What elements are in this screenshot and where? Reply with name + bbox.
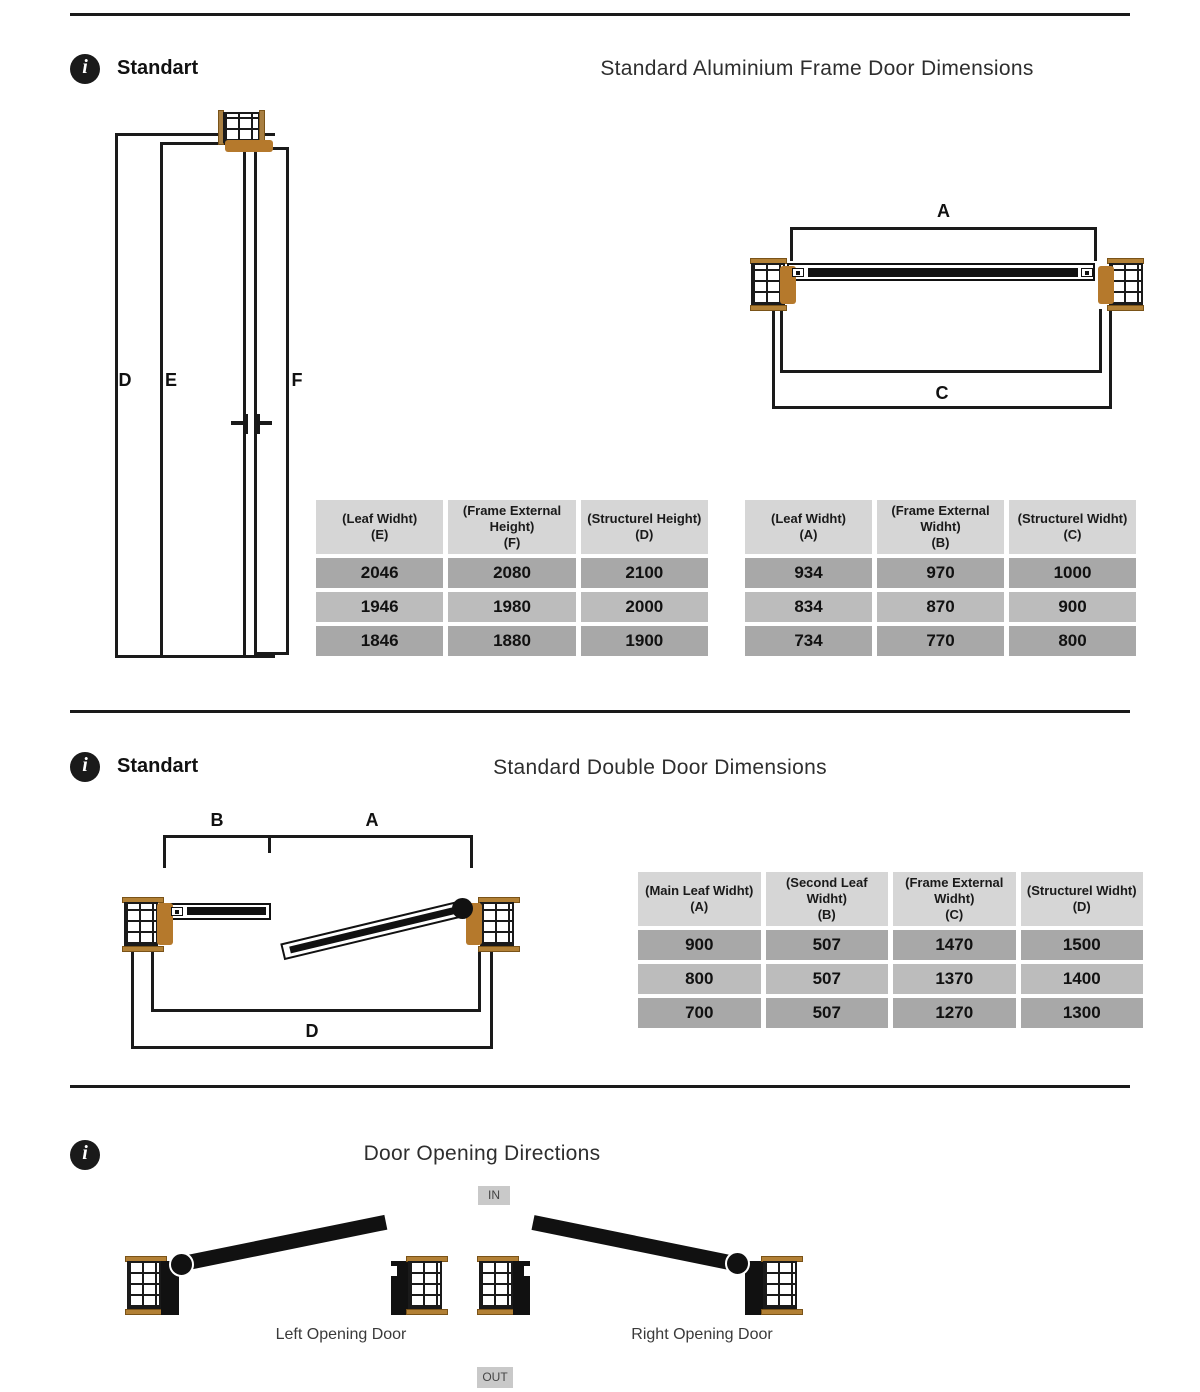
table-header: (Frame External Widht) (B)	[877, 500, 1004, 554]
wall-cap	[761, 1309, 803, 1315]
table-cell: 770	[877, 626, 1004, 656]
table-header: (Structurel Height) (D)	[581, 500, 708, 554]
dim-label-d: D	[118, 370, 132, 390]
door-leaf-open	[182, 1215, 388, 1271]
dim-label-f: F	[291, 370, 303, 390]
dim-tick	[163, 835, 166, 868]
table-header: (Structurel Widht) (D)	[1021, 872, 1144, 926]
table-cell: 1270	[893, 998, 1016, 1028]
table-cell: 507	[766, 998, 889, 1028]
hinge-dot-icon	[169, 1252, 194, 1277]
table-cell: 1000	[1009, 558, 1136, 588]
main-leaf-open	[280, 899, 469, 960]
dim-label-b: B	[210, 810, 224, 830]
table-cell: 2000	[581, 592, 708, 622]
dim-label-d: D	[305, 1021, 319, 1041]
brick-wall-icon	[480, 902, 514, 946]
door-jamb-profile	[1098, 266, 1114, 304]
table-row	[638, 998, 1143, 1028]
section3-title: Door Opening Directions	[363, 1142, 601, 1165]
divider-bottom	[70, 1085, 1130, 1088]
table-cell: 507	[766, 964, 889, 994]
info-icon-glyph: i	[82, 1142, 88, 1164]
table-cell: 900	[638, 930, 761, 960]
door-handle-icon	[243, 414, 248, 434]
dim-label-a: A	[937, 201, 950, 221]
table-cell: 700	[638, 998, 761, 1028]
dim-label-a: A	[365, 810, 379, 830]
wall-cap	[750, 305, 787, 311]
table-cell: 1946	[316, 592, 443, 622]
brick-wall-icon	[124, 902, 158, 946]
hinge-dot-icon	[452, 898, 473, 919]
door-handle-icon	[255, 414, 260, 434]
dim-label-c: C	[935, 383, 949, 403]
frame-silhouette	[513, 1261, 530, 1315]
table-header: (Structurel Widht) (C)	[1009, 500, 1136, 554]
brick-wall-icon	[479, 1261, 513, 1309]
dim-bracket-ab	[163, 835, 473, 838]
divider-middle	[70, 710, 1130, 713]
out-badge: OUT	[477, 1367, 513, 1388]
table-row	[745, 592, 1136, 622]
table-cell: 1900	[581, 626, 708, 656]
table-cell: 1370	[893, 964, 1016, 994]
section2-label: Standart	[117, 755, 199, 777]
right-door-caption: Right Opening Door	[631, 1326, 773, 1343]
hinge-lock-icon	[792, 268, 804, 277]
frame-outline-f	[254, 147, 289, 655]
table-cell: 900	[1009, 592, 1136, 622]
wall-cap	[1107, 305, 1144, 311]
dim-bracket-a	[790, 227, 1097, 261]
brick-wall-icon	[763, 1261, 797, 1309]
frame-head-profile	[225, 140, 273, 152]
section1-label: Standart	[117, 57, 199, 79]
table-cell: 1300	[1021, 998, 1144, 1028]
table-cell: 1500	[1021, 930, 1144, 960]
brick-wall-icon	[127, 1261, 161, 1309]
dim-tick	[268, 835, 271, 853]
section1-title: Standard Aluminium Frame Door Dimensions	[600, 57, 1034, 80]
table-cell: 800	[638, 964, 761, 994]
dim-tick	[470, 835, 473, 868]
table-row	[745, 558, 1136, 588]
table-row	[638, 964, 1143, 994]
table-row	[316, 592, 708, 622]
wall-cap	[478, 946, 520, 952]
table-cell: 1846	[316, 626, 443, 656]
table-cell: 1400	[1021, 964, 1144, 994]
info-icon-glyph: i	[82, 56, 88, 78]
brick-wall-icon	[223, 112, 260, 143]
table-header: (Leaf Widht) (A)	[745, 500, 872, 554]
table-row	[316, 626, 708, 656]
main-leaf-core	[289, 905, 464, 953]
info-icon	[70, 752, 100, 782]
table-cell: 1880	[448, 626, 575, 656]
table-header: (Frame External Height) (F)	[448, 500, 575, 554]
table-header: (Second Leaf Widht) (B)	[766, 872, 889, 926]
table-header: (Leaf Widht) (E)	[316, 500, 443, 554]
dim-bracket-c	[151, 952, 481, 1012]
table-cell: 507	[766, 930, 889, 960]
hinge-dot-icon	[725, 1251, 750, 1276]
table-header: (Frame External Widht) (C)	[893, 872, 1016, 926]
table-cell: 834	[745, 592, 872, 622]
brick-wall-icon	[408, 1261, 442, 1309]
table-row	[316, 558, 708, 588]
wall-cap	[406, 1309, 448, 1315]
frame-outline-e	[160, 142, 245, 658]
door-leaf-core	[808, 268, 1078, 277]
table-cell: 970	[877, 558, 1004, 588]
second-leaf-core	[187, 907, 266, 915]
hinge-lock-icon	[171, 907, 183, 916]
table-cell: 2046	[316, 558, 443, 588]
height-dimensions-table	[311, 496, 713, 660]
dim-label-e: E	[164, 370, 177, 390]
table-cell: 1470	[893, 930, 1016, 960]
table-cell: 2100	[581, 558, 708, 588]
wall-cap	[122, 946, 164, 952]
door-leaf-profile	[243, 147, 257, 655]
dim-bracket-b	[780, 309, 1102, 373]
divider-top	[70, 13, 1130, 16]
table-cell: 2080	[448, 558, 575, 588]
table-cell: 934	[745, 558, 872, 588]
table-row	[745, 626, 1136, 656]
info-icon	[70, 1140, 100, 1170]
info-icon	[70, 54, 100, 84]
info-icon-glyph: i	[82, 754, 88, 776]
left-door-caption: Left Opening Door	[275, 1326, 407, 1343]
table-cell: 1980	[448, 592, 575, 622]
section2-title: Standard Double Door Dimensions	[493, 756, 827, 779]
hinge-lock-icon	[1081, 268, 1093, 277]
table-header: (Main Leaf Widht) (A)	[638, 872, 761, 926]
in-badge: IN	[478, 1186, 510, 1205]
brick-wall-icon	[1109, 263, 1143, 306]
table-cell: 734	[745, 626, 872, 656]
frame-silhouette	[391, 1261, 408, 1315]
double-door-dimensions-table	[633, 868, 1148, 1032]
door-leaf-open	[532, 1215, 738, 1271]
width-dimensions-table	[740, 496, 1141, 660]
table-cell: 870	[877, 592, 1004, 622]
table-row	[638, 930, 1143, 960]
table-cell: 800	[1009, 626, 1136, 656]
